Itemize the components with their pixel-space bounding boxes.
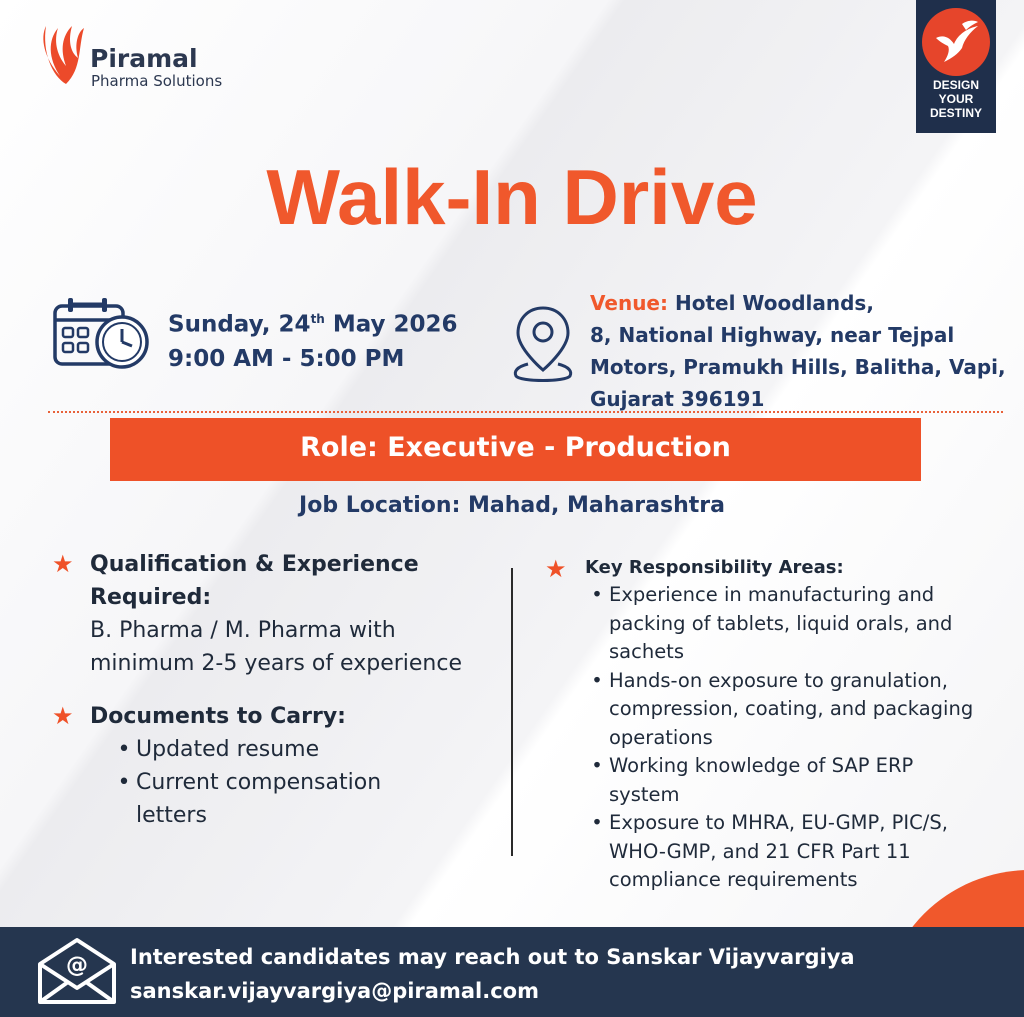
list-item: • Updated resume: [117, 737, 320, 762]
venue-block: [590, 287, 1010, 415]
badge-circle: [922, 8, 990, 76]
list-item: • Exposure to MHRA, EU-GMP, PIC/S, WHO-GMP, and 21 CFR Part 11 compliance requirements: [591, 811, 948, 891]
job-location: Job Location: Mahad, Maharashtra: [299, 493, 725, 518]
qualification-text: minimum 2-5 years of experience: [90, 651, 462, 676]
contact-email-link[interactable]: sanskar.vijayvargiya@piramal.com: [130, 979, 539, 1003]
kra-heading: Key Responsibility Areas:: [585, 557, 844, 578]
list-item: • Working knowledge of SAP ERP system: [591, 754, 914, 806]
qualification-text: B. Pharma / M. Pharma with: [90, 618, 396, 643]
qualification-heading: Qualification & Experience: [90, 552, 419, 577]
column-divider: [511, 568, 513, 856]
venue-line: Hotel Woodlands,: [668, 291, 874, 315]
list-item: • Hands-on exposure to granulation, compression, coating, and packaging operations: [591, 668, 974, 749]
star-icon: ★: [52, 702, 74, 730]
dotted-divider: [48, 411, 1003, 413]
left-column: [52, 548, 502, 832]
list-item: • Current compensation: [117, 770, 382, 795]
badge-line: DESIGN: [932, 78, 979, 92]
event-time: 9:00 AM - 5:00 PM: [168, 345, 405, 372]
badge-line: YOUR: [938, 92, 974, 106]
kra-section: [545, 555, 1015, 895]
badge-line: DESTINY: [929, 106, 982, 120]
qualification-heading: Required:: [90, 585, 212, 610]
bird-icon: [922, 8, 990, 76]
email-envelope-icon: [36, 936, 118, 1006]
page-title: Walk-In Drive: [266, 153, 758, 241]
list-item: letters: [136, 803, 207, 828]
svg-text:@: @: [66, 953, 88, 978]
venue-line: 8, National Highway, near Tejpal: [590, 323, 955, 347]
design-your-destiny-badge: [916, 0, 996, 133]
calendar-clock-icon: [52, 296, 152, 370]
right-column: [545, 555, 1015, 895]
contact-text: Interested candidates may reach out to Sanskar Vijayvargiya: [130, 945, 855, 969]
venue-line: Motors, Pramukh Hills, Balitha, Vapi,: [590, 355, 1006, 379]
documents-section: [52, 700, 502, 832]
star-icon: ★: [52, 550, 74, 578]
star-icon: ★: [545, 555, 567, 583]
brand-tagline: Pharma Solutions: [91, 72, 223, 90]
documents-heading: Documents to Carry:: [90, 704, 346, 729]
brand-name: Piramal: [90, 44, 198, 73]
list-item: • Experience in manufacturing and packing of tablets, liquid orals, and sachets: [591, 583, 953, 663]
role-banner: Role: Executive - Production: [110, 418, 921, 481]
badge-text: [916, 78, 996, 120]
contact-block: [130, 940, 855, 1008]
event-datetime: [168, 302, 458, 376]
location-pin-icon: [510, 304, 576, 388]
kra-list: [585, 581, 973, 895]
qualification-section: [52, 548, 502, 680]
venue-label: Venue:: [590, 291, 668, 315]
piramal-logo-icon: [38, 18, 88, 88]
venue-line: Gujarat 396191: [590, 387, 765, 411]
event-date: Sunday, 24th May 2026: [168, 311, 458, 338]
